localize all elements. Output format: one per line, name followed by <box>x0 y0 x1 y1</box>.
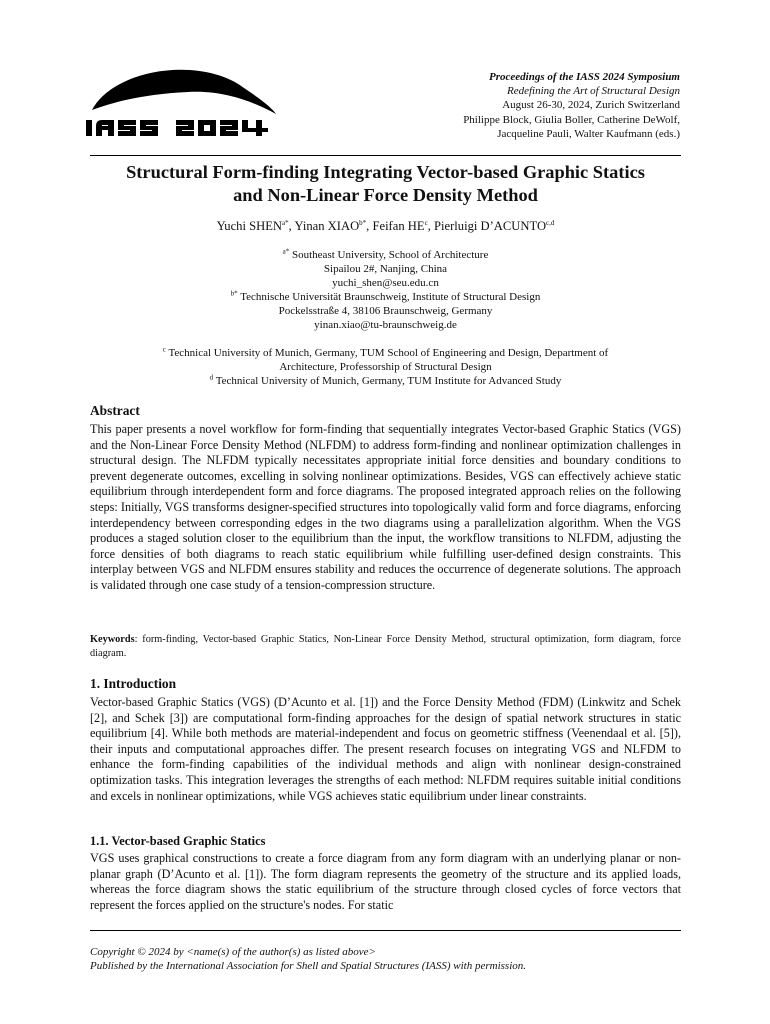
affiliation-sup: b* <box>230 289 238 298</box>
proceedings-header <box>350 70 680 141</box>
proceedings-editors-1: Philippe Block, Giulia Boller, Catherine DeWolf, <box>463 113 680 126</box>
author-name: Feifan HE <box>372 219 425 233</box>
author-list: Yuchi $SHEN^{a*}$, Yinan $XIAO^{b*}$, Feifan $HE^c$, Pierluigi D’ACUNTO$^{c,d}$ <box>216 218 555 233</box>
introduction-text: Vector-based Graphic Statics (VGS) (D’Acunto et al. [1]) and the Force Density Method (FDM) (Linkwitz and Schek [2], and Schek [3]) are computational form-finding approaches for the design of spatial network structures in static equilibrium [4]. While both methods are material-independent and focus on geometric stiffness (Veenendaal et al. [5]), their inputs and computational approaches differ. The present research focuses on integrating VGS and NLFDM to enhance the form-finding capabilities of the individual methods and align with nonlinear design-constrained optimization tasks. This integration leverages the strengths of each method: NLFDM requires suitable initial conditions and excels in nonlinear optimizations, while VGS achieves static equilibrium under linear constraints. <box>90 695 681 803</box>
affiliation-b-email[interactable]: yinan.xiao@tu-braunschweig.de <box>314 319 457 332</box>
affiliation-sup: a* <box>282 247 290 256</box>
keywords-label: Keywords <box>90 634 135 645</box>
affiliation-sup: c <box>162 345 166 354</box>
keywords-section <box>90 633 681 661</box>
affiliation-a-email[interactable]: yuchi_shen@seu.edu.cn <box>332 277 439 290</box>
paper-title-line-1: Structural Form-finding Integrating Vector-based Graphic Statics <box>126 162 645 182</box>
keywords-paragraph <box>90 633 681 661</box>
author-sup: b* <box>359 218 367 227</box>
proceedings-editors-2: Jacqueline Pauli, Walter Kaufmann (eds.) <box>497 127 680 140</box>
paper-title-line-2: and Non-Linear Force Density Method <box>233 185 538 205</box>
introduction-section <box>90 675 681 804</box>
author-name: Yuchi SHEN <box>216 219 282 233</box>
logo-arc <box>92 70 276 114</box>
author-name: Pierluigi D’ACUNTO <box>433 219 547 233</box>
affiliation-sup: d <box>209 373 214 382</box>
page-footer <box>90 945 681 973</box>
abstract-heading: Abstract <box>90 403 140 418</box>
affiliation-text: Technical University of Munich, Germany, TUM Institute for Advanced Study <box>215 375 562 388</box>
abstract-text: This paper presents a novel workflow for form-finding that sequentially integrates Vector-based Graphic Statics (VGS) and the Non-Linear Force Density Method (NLFDM) to address form-finding and nonlinear optimization challenges in structural design. The NLFDM typically necessitates appropriate initial force densities and boundary conditions to prevent degenerate outcomes, excelling in solving nonlinear optimizations. Besides, VGS can effectively achieve static equilibrium through interdependent form and force diagrams. The proposed integrated approach relies on the following steps: Initially, VGS transforms designer-specified structures into topologically valid form and force diagrams, enforcing interdependency between corresponding edges in the two diagrams using a parallelization algorithm. When the VGS produces a staged solution closer to the equilibrium than the input, the workflow transitions to NLFDM, adjusting the force densities of both diagrams to reach static equilibrium while fulfilling user-defined design constraints. This interplay between VGS and NLFDM ensures stability and reduces the occurrence of degenerate solutions. The approach is validated through one case study of a tension-compression structure. <box>90 422 681 592</box>
affiliation-b-line-2: Pockelsstraße 4, 38106 Braunschweig, Germany <box>278 305 493 318</box>
author-sup: c <box>424 218 428 227</box>
author-name: Yinan XIAO <box>294 219 360 233</box>
vgs-subsection-text: VGS uses graphical constructions to create a force diagram from any form diagram with an underlying planar or non-planar graph (D’Acunto et al. [1]). The form diagram represents the geometry of the structure and its applied loads, whereas the force diagram shows the static equilibrium of the structure through closed cycles of force vectors that represent the forces applied on the structure's nodes. For static <box>90 851 681 912</box>
proceedings-title: Proceedings of the IASS 2024 Symposium <box>489 71 680 83</box>
proceedings-dates: August 26-30, 2024, Zurich Switzerland <box>502 99 680 112</box>
abstract-section <box>90 402 681 594</box>
introduction-heading: 1. Introduction <box>90 676 177 691</box>
affiliations-cd <box>90 346 681 388</box>
copyright-line: Copyright © 2024 by <name(s) of the author(s) as listed above> <box>90 946 376 958</box>
author-sup: a* <box>282 218 289 227</box>
author-sup: c,d <box>546 218 555 227</box>
paper-title <box>90 161 681 207</box>
footer-rule <box>90 930 681 931</box>
affiliation-c-line-1 <box>90 346 681 360</box>
affiliation-text: Southeast University, School of Architecture <box>292 249 489 261</box>
proceedings-subtitle: Redefining the Art of Structural Design <box>506 85 680 98</box>
affiliations-ab <box>90 248 681 333</box>
affiliation-a-line-1 <box>90 248 681 262</box>
affiliation-c-line-2: Architecture, Professorship of Structural Design <box>279 361 492 374</box>
affiliation-d-line-1 <box>90 374 681 388</box>
keywords-text: : form-finding, Vector-based Graphic Statics, Non-Linear Force Density Method, structural optimization, form diagram, force diagram. <box>90 634 681 659</box>
logo-lettering <box>86 120 268 136</box>
affiliation-a-line-2: Sipailou 2#, Nanjing, China <box>323 263 448 276</box>
affiliation-b-line-1 <box>90 290 681 304</box>
vgs-subsection-heading: 1.1. Vector-based Graphic Statics <box>90 834 266 848</box>
vgs-subsection <box>90 833 681 913</box>
header-rule <box>90 155 681 156</box>
affiliation-text: Technical University of Munich, Germany, TUM School of Engineering and Design, Department of <box>168 347 609 359</box>
published-line: Published by the International Association for Shell and Spatial Structures (IASS) with permission. <box>90 960 526 972</box>
iass-2024-logo <box>84 62 306 144</box>
affiliation-text: Technische Universität Braunschweig, Institute of Structural Design <box>240 291 541 304</box>
